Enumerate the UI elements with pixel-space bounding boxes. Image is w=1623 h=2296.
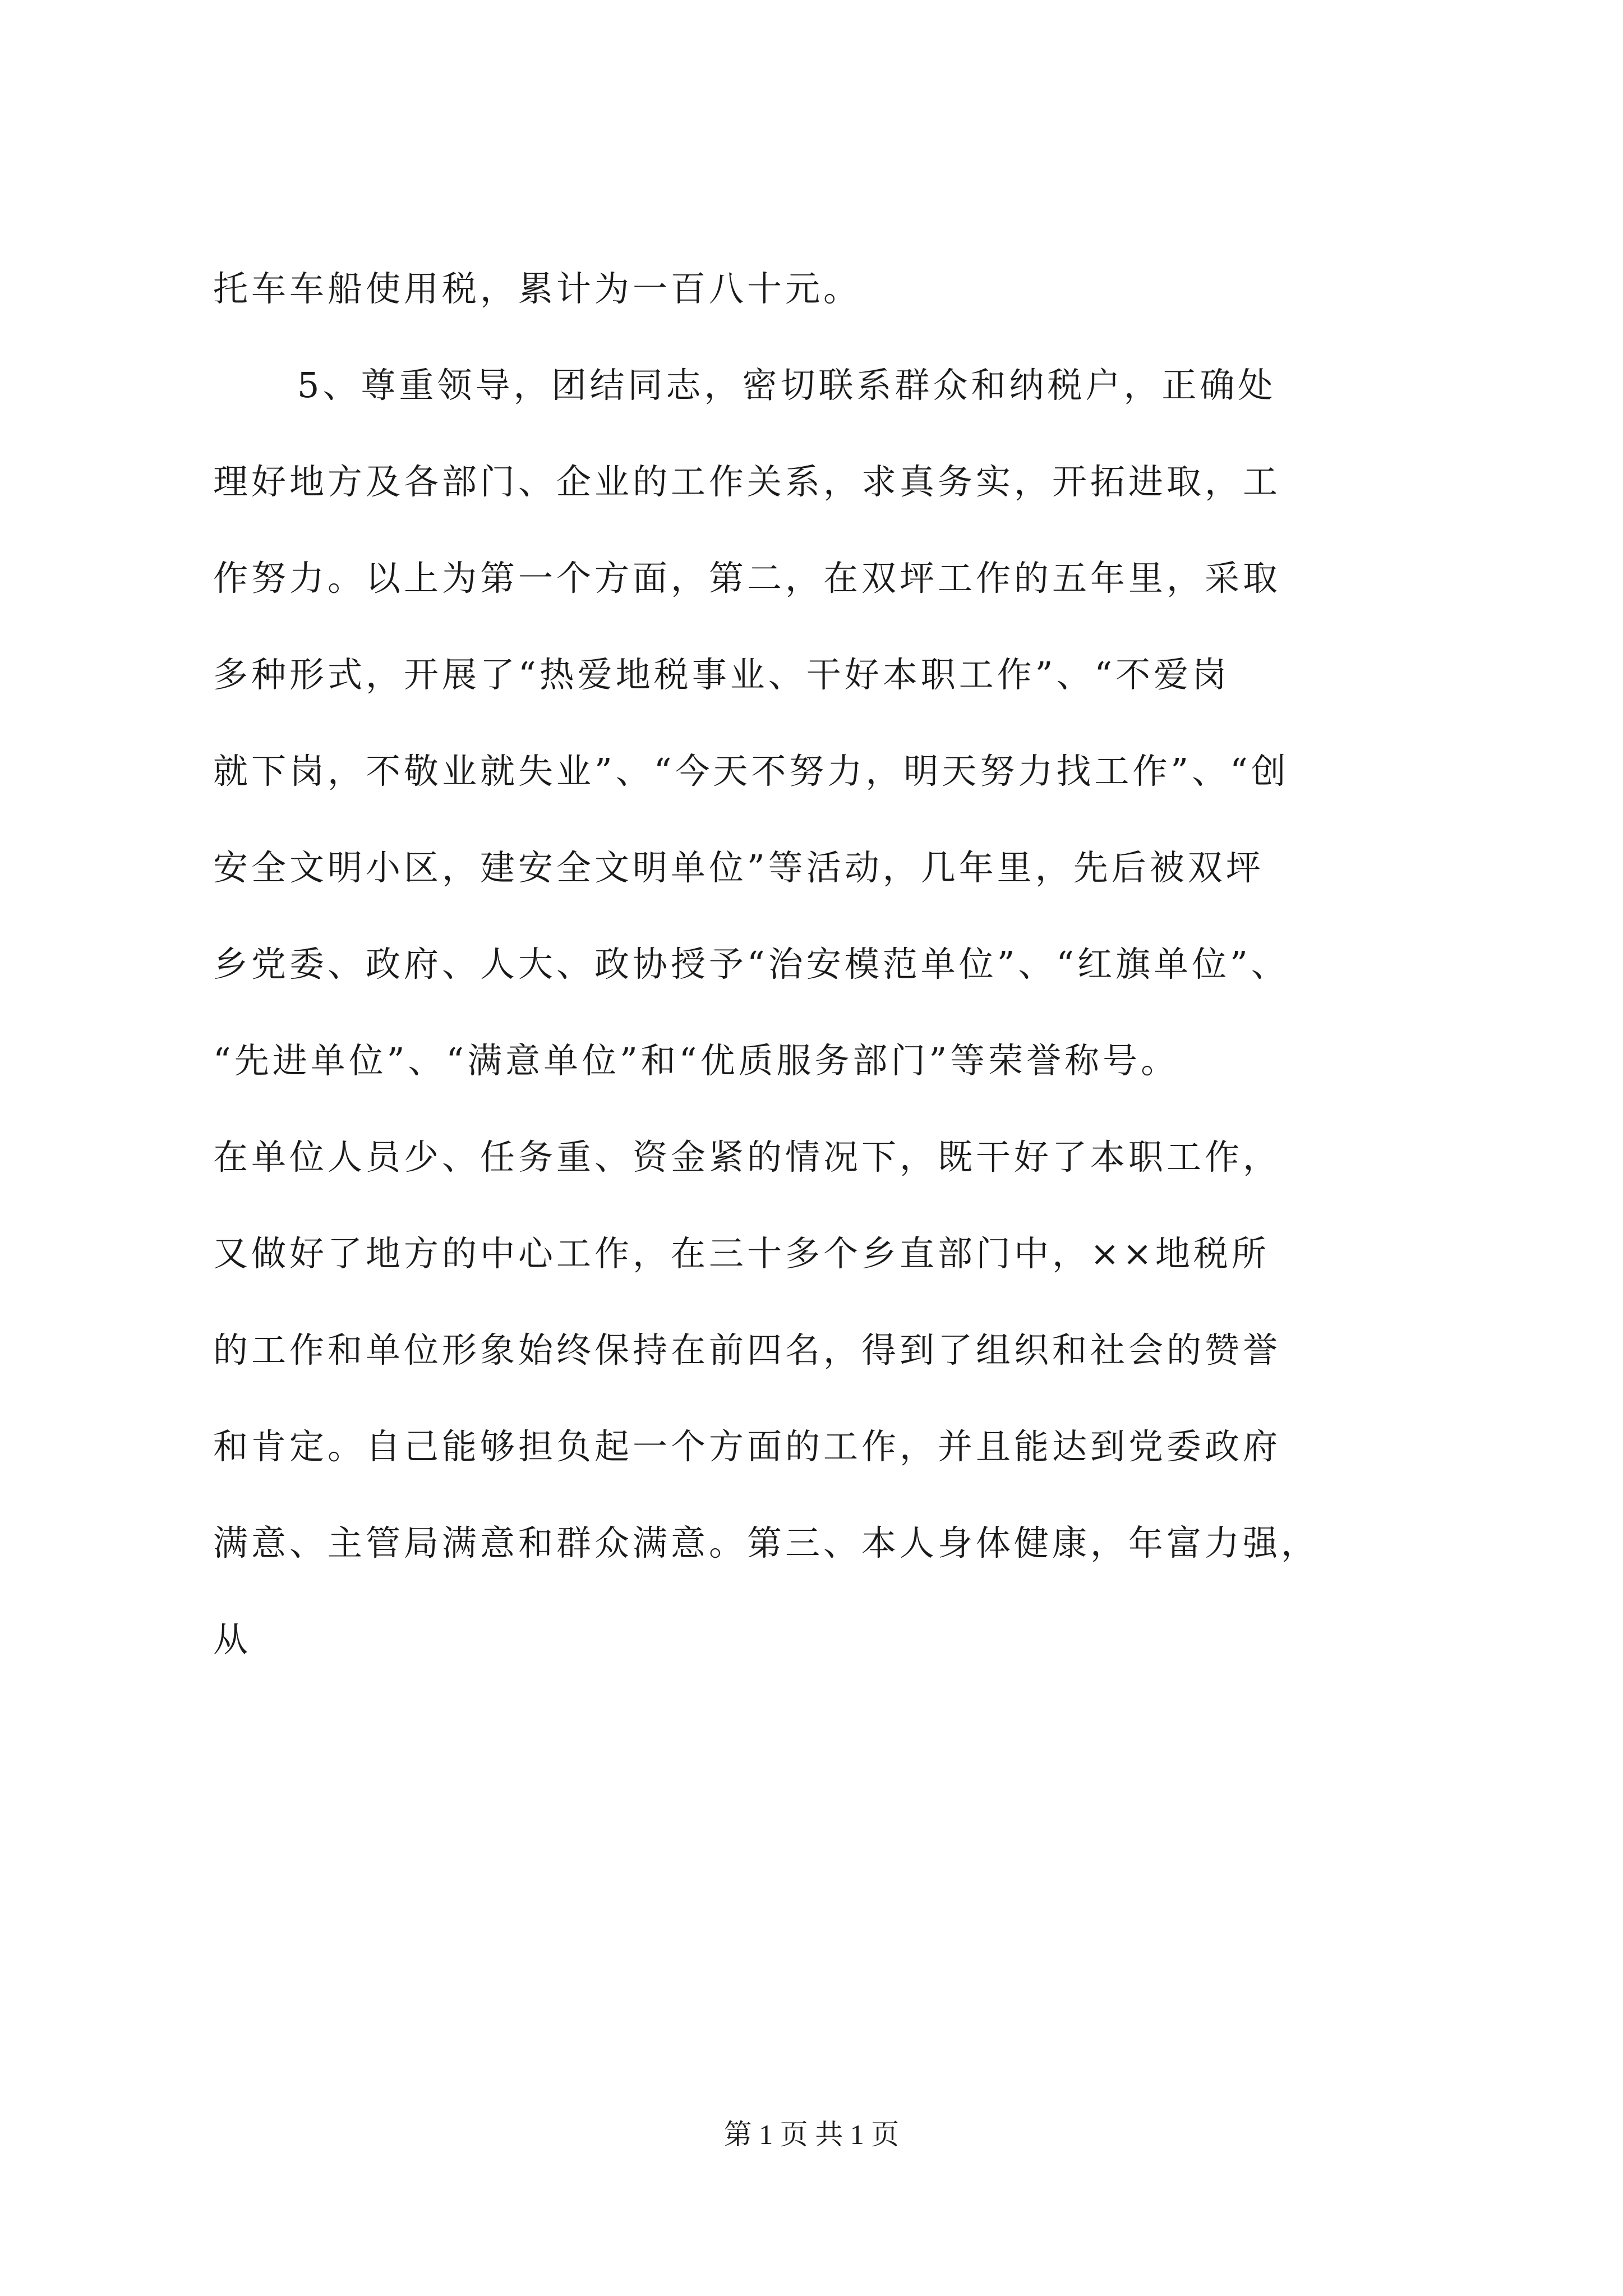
page-number-label: 第 1 页 共 1 页	[723, 2119, 900, 2150]
text-line-15: 从	[213, 1619, 252, 1660]
text-line-13: 和肯定。自己能够担负起一个方面的工作，并且能达到党委政府	[213, 1426, 1281, 1467]
text-line-6: 就下岗，不敬业就失业”、“今天不努力，明天努力找工作”、“创	[213, 751, 1289, 792]
text-line-3: 理好地方及各部门、企业的工作关系，求真务实，开拓进取，工	[213, 461, 1281, 502]
text-line-14: 满意、主管局满意和群众满意。第三、本人身体健康，年富力强，	[213, 1522, 1320, 1563]
text-line-7: 安全文明小区，建安全文明单位”等活动，几年里，先后被双坪	[213, 847, 1264, 888]
text-line-10: 在单位人员少、任务重、资金紧的情况下，既干好了本职工作，	[213, 1137, 1281, 1177]
text-line-1: 托车车船使用税，累计为一百八十元。	[213, 268, 862, 309]
text-line-4: 作努力。以上为第一个方面，第二，在双坪工作的五年里，采取	[213, 558, 1281, 599]
text-line-9: “先进单位”、“满意单位”和“优质服务部门”等荣誉称号。	[213, 1040, 1179, 1081]
document-body	[213, 264, 1469, 1711]
text-line-5: 多种形式，开展了“热爱地税事业、干好本职工作”、“不爱岗	[213, 654, 1230, 695]
text-line-8: 乡党委、政府、人大、政协授予“治安模范单位”、“红旗单位”、	[213, 944, 1289, 984]
page-footer	[0, 2115, 1623, 2154]
text-line-11: 又做好了地方的中心工作，在三十多个乡直部门中，××地税所	[213, 1233, 1270, 1274]
text-line-12: 的工作和单位形象始终保持在前四名，得到了组织和社会的赞誉	[213, 1329, 1281, 1370]
text-line-2: 5、尊重领导，团结同志，密切联系群众和纳税户，正确处	[297, 365, 1276, 406]
